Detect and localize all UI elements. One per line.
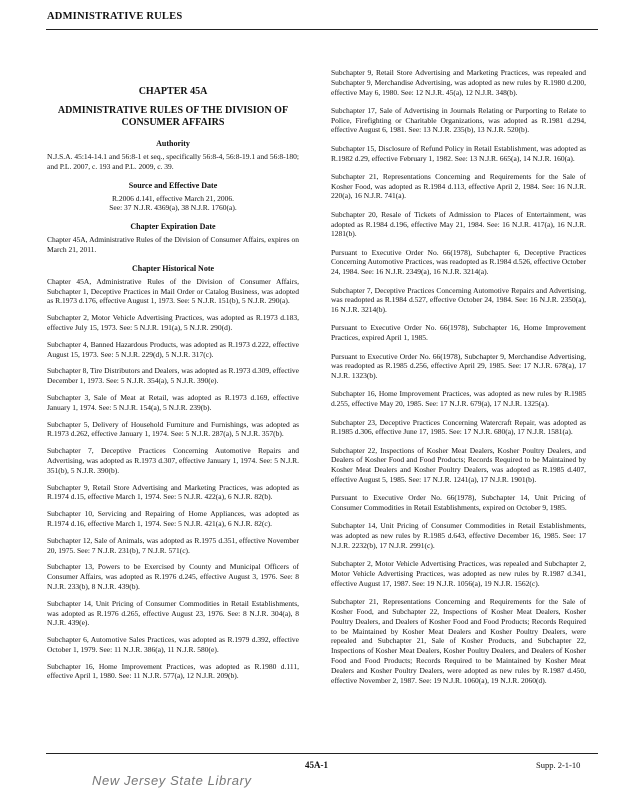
history-note: Subchapter 16, Home Improvement Practices, was adopted as new rules by R.1985 d.255, effective May 20, 1985. See: 17 N.J.R. 679(a), 17 N.J.R. 1325(a).: [331, 389, 586, 409]
expiration-heading: Chapter Expiration Date: [130, 222, 216, 232]
library-stamp: New Jersey State Library: [92, 773, 252, 788]
history-note: Pursuant to Executive Order No. 66(1978), Subchapter 9, Merchandise Advertising, was readopted as R.1985 d.256, effective April 29, 1985. See: 17 N.J.R. 678(a), 17 N.J.R. 1323(b).: [331, 351, 586, 381]
history-note: Subchapter 13, Powers to be Exercised by County and Municipal Officers of Consumer Affairs, was adopted as R.1976 d.245, effective August 3, 1976. See: 8 N.J.R. 233(b), 8 N.J.R. 439(b).: [47, 562, 299, 591]
chapter-number: CHAPTER 45A: [138, 86, 208, 97]
supplement-date: Supp. 2-1-10: [536, 760, 581, 770]
history-note: Subchapter 22, Inspections of Kosher Meat Dealers, Kosher Poultry Dealers, and Dealers of Kosher Food and Food Products; Records Required to be Maintained by Kosher Meat Dealers and Kosher Poultry Dealers, was adopted as R.1985 d.407, effective August 5, 1985. See: 17 N.J.R. 1241(a), 17 N.J.R. 1901(b).: [331, 445, 586, 484]
page-number: 45A-1: [305, 760, 328, 770]
history-note: Subchapter 10, Servicing and Repairing of Home Appliances, was adopted as R.1974 d.16, effective March 1, 1974. See: 5 N.J.R. 421(a), 6 N.J.R. 82(c).: [47, 509, 299, 528]
history-note: Subchapter 7, Deceptive Practices Concerning Automotive Repairs and Advertising, was readopted as R.1984 d.527, effective October 24, 1984. See: 16 N.J.R. 2350(a), 16 N.J.R. 3214(b).: [331, 285, 586, 315]
history-note: Subchapter 15, Disclosure of Refund Policy in Retail Establishment, was adopted as R.1982 d.29, effective February 1, 1982. See: 13 N.J.R. 665(a), 14 N.J.R. 160(a).: [331, 143, 586, 163]
history-note: Subchapter 16, Home Improvement Practices, was adopted as R.1980 d.111, effective April 1, 1980. See: 11 N.J.R. 577(a), 12 N.J.R. 209(b).: [47, 661, 299, 681]
history-note: Subchapter 12, Sale of Animals, was adopted as R.1975 d.351, effective November 20, 1975. See: 7 N.J.R. 231(b), 7 N.J.R. 571(c).: [47, 535, 299, 555]
history-note: Subchapter 6, Automotive Sales Practices, was adopted as R.1979 d.392, effective October 1, 1979. See: 11 N.J.R. 386(a), 11 N.J.R. 580(e).: [47, 635, 299, 654]
history-note: Subchapter 20, Resale of Tickets of Admission to Places of Entertainment, was adopted as R.1984 d.196, effective May 21, 1984. See: 16 N.J.R. 417(a), 16 N.J.R. 1281(b).: [331, 209, 586, 239]
history-note: Subchapter 17, Sale of Advertising in Journals Relating or Purporting to Relate to Police, Firefighting or Charitable Organizations, was adopted as R.1981 d.294, effective August 6, 1981. See: 13 N.J.R. 235(b), 13 N.J.R. 520(b).: [331, 105, 586, 135]
history-note: Subchapter 4, Banned Hazardous Products, was adopted as R.1973 d.222, effective August 15, 1973. See: 5 N.J.R. 229(d), 5 N.J.R. 317(c).: [47, 339, 299, 359]
header-rule: [46, 29, 598, 30]
chapter-title: ADMINISTRATIVE RULES OF THE DIVISION OF CONSUMER AFFAIRS: [57, 105, 289, 128]
history-note: Pursuant to Executive Order No. 66(1978), Subchapter 14, Unit Pricing of Consumer Commodities in Retail Establishments, expired on October 9, 1985.: [331, 493, 586, 513]
source-heading: Source and Effective Date: [128, 180, 218, 190]
history-note: Subchapter 2, Motor Vehicle Advertising Practices, was repealed and Subchapter 2, Motor Vehicle Advertising Practices, was adopted as new rules by R.1987 d.341, effective August 17, 1987. See: 19 N.J.R. 1056(a), 19 N.J.R. 1562(c).: [331, 559, 586, 588]
history-note: Subchapter 9, Retail Store Advertising and Marketing Practices, was repealed and Subchapter 9, Merchandise Advertising, was adopted as new rules by R.1980 d.200, effective May 6, 1980. See: 12 N.J.R. 45(a), 12 N.J.R. 348(b).: [331, 68, 586, 97]
history-note: Pursuant to Executive Order No. 66(1978), Subchapter 16, Home Improvement Practices, expired April 1, 1985.: [331, 323, 586, 343]
authority-text: N.J.S.A. 45:14-14.1 and 56:8-1 et seq., specifically 56:8-4, 56:8-19.1 and 56:8-180; and P.L. 2007, c. 193 and P.L. 2009, c. 39.: [47, 152, 299, 171]
running-head: ADMINISTRATIVE RULES: [47, 11, 183, 22]
authority-heading: Authority: [156, 139, 190, 148]
source-line: See: 37 N.J.R. 4369(a), 38 N.J.R. 1760(a).: [109, 203, 237, 213]
history-notes-left: [47, 277, 299, 682]
history-note: Subchapter 8, Tire Distributors and Dealers, was adopted as R.1973 d.309, effective December 1, 1973. See: 5 N.J.R. 354(a), 5 N.J.R. 390(e).: [47, 366, 299, 386]
left-column: [47, 86, 299, 688]
footer-rule: [46, 753, 598, 754]
history-note: Pursuant to Executive Order No. 66(1978), Subchapter 6, Deceptive Practices Concerning Automotive Practices, was readopted as R.1984 d.526, effective October 24, 1984. See: 16 N.J.R. 2349(a), 16 N.J.R. 3214(a).: [331, 247, 586, 277]
history-note: Subchapter 2, Motor Vehicle Advertising Practices, was adopted as R.1973 d.183, effective July 15, 1973. See: 5 N.J.R. 191(a), 5 N.J.R. 290(d).: [47, 313, 299, 332]
history-note: Subchapter 21, Representations Concerning and Requirements for the Sale of Kosher Food, was adopted as R.1984 d.113, effective April 2, 1984. See: 16 N.J.R. 220(a), 16 N.J.R. 741(a).: [331, 171, 586, 201]
expiration-text: Chapter 45A, Administrative Rules of the Division of Consumer Affairs, expires on March 21, 2011.: [47, 235, 299, 254]
history-note: Subchapter 3, Sale of Meat at Retail, was adopted as R.1973 d.169, effective January 1, 1974. See: 5 N.J.R. 154(a), 5 N.J.R. 239(b).: [47, 392, 299, 412]
source-line: R.2006 d.141, effective March 21, 2006.: [112, 193, 234, 203]
history-heading: Chapter Historical Note: [131, 263, 215, 273]
history-note: Chapter 45A, Administrative Rules of the Division of Consumer Affairs, Subchapter 1, Deceptive Practices in Mail Order or Catalog Business, was adopted as R.1973 d.176, effective August 1, 1973. See: 5 N.J.R. 151(b), 5 N.J.R. 290(a).: [47, 276, 299, 306]
history-note: Subchapter 9, Retail Store Advertising and Marketing Practices, was adopted as R.1974 d.15, effective March 1, 1974. See: 5 N.J.R. 422(a), 6 N.J.R. 82(b).: [47, 482, 299, 502]
history-note: Subchapter 23, Deceptive Practices Concerning Watercraft Repair, was adopted as R.1985 d.306, effective June 17, 1985. See: 17 N.J.R. 680(a), 17 N.J.R. 1581(a).: [331, 417, 586, 437]
history-notes-right: [331, 68, 586, 685]
history-note: Subchapter 7, Deceptive Practices Concerning Automotive Repairs and Advertising, was adopted as R.1973 d.307, effective January 1, 1974. See: 5 N.J.R. 351(b), 5 N.J.R. 390(b).: [47, 446, 299, 475]
history-note: Subchapter 5, Delivery of Household Furniture and Furnishings, was adopted as R.1973 d.262, effective January 1, 1974. See: 5 N.J.R. 287(a), 5 N.J.R. 357(b).: [47, 419, 299, 439]
history-note: Subchapter 21, Representations Concerning and Requirements for the Sale of Kosher Food, and Subchapter 22, Inspections of Kosher Meat Dealers, Kosher Poultry Dealers, and Dealers of Kosher Food and Food Products; Records Required to be Maintained by Kosher Meat Dealers and Kosher Poultry Dealers, were repealed and Subchapter 21, Sale of Kosher Products, and Subchapter 22, Inspections of Kosher Meat Dealers, Kosher Poultry Dealers, and Dealers of Kosher Food and Food Products; Records Required to be Maintained by Kosher Meat Dealers and Kosher Poultry Dealers, were adopted as new rules by R.1987 d.450, effective November 2, 1987. See: 19 N.J.R. 1060(a), 19 N.J.R. 2060(d).: [331, 597, 586, 685]
right-column: [331, 68, 586, 694]
history-note: Subchapter 14, Unit Pricing of Consumer Commodities in Retail Establishments, was adopted as new rules by R.1985 d.643, effective December 16, 1985. See: 17 N.J.R. 2232(b), 17 N.J.R. 2991(c).: [331, 521, 586, 550]
history-note: Subchapter 14, Unit Pricing of Consumer Commodities in Retail Establishments, was adopted as R.1976 d.265, effective August 23, 1976. See: 8 N.J.R. 304(a), 8 N.J.R. 439(e).: [47, 598, 299, 628]
